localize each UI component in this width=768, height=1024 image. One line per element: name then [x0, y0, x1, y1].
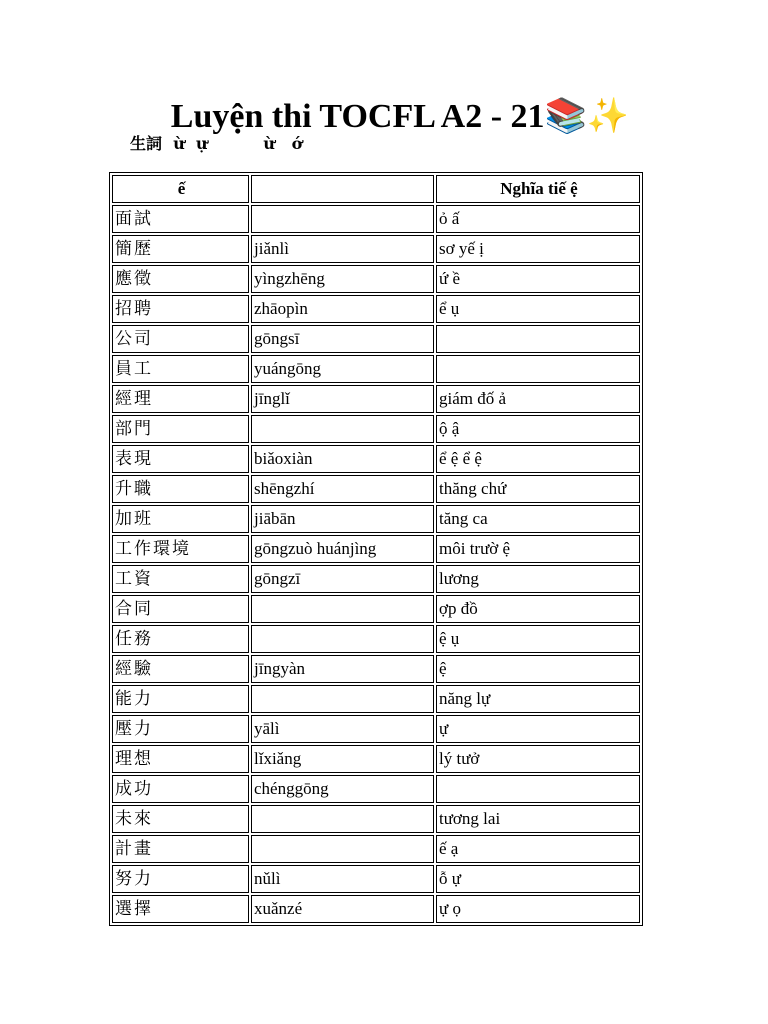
header-pinyin [251, 175, 434, 203]
cell-vietnamese-meaning [436, 775, 640, 803]
cell-vietnamese-meaning [436, 325, 640, 353]
cell-vietnamese-meaning: ự ọ [436, 895, 640, 923]
cell-vietnamese-meaning: ỗ ự [436, 865, 640, 893]
cell-vietnamese-meaning: ự [436, 715, 640, 743]
table-header-row [112, 175, 640, 203]
cell-vietnamese-meaning: ệ ụ [436, 625, 640, 653]
cell-chinese-word: 部門 [112, 415, 249, 443]
cell-pinyin: gōngzī [251, 565, 434, 593]
cell-vietnamese-meaning: ợp đồ [436, 595, 640, 623]
cell-chinese-word: 應徵 [112, 265, 249, 293]
cell-pinyin: jiǎnlì [251, 235, 434, 263]
cell-chinese-word: 招聘 [112, 295, 249, 323]
cell-chinese-word: 能力 [112, 685, 249, 713]
table-row [112, 505, 640, 533]
cell-chinese-word: 經理 [112, 385, 249, 413]
cell-vietnamese-meaning: năng lự [436, 685, 640, 713]
cell-chinese-word: 選擇 [112, 895, 249, 923]
table-row [112, 865, 640, 893]
header-chinese: ế [112, 175, 249, 203]
cell-vietnamese-meaning: ỏ ấ [436, 205, 640, 233]
cell-chinese-word: 未來 [112, 805, 249, 833]
table-row [112, 235, 640, 263]
cell-chinese-word: 成功 [112, 775, 249, 803]
table-row [112, 475, 640, 503]
cell-pinyin [251, 205, 434, 233]
cell-vietnamese-meaning: thăng chứ [436, 475, 640, 503]
cell-chinese-word: 公司 [112, 325, 249, 353]
cell-pinyin: jīnglǐ [251, 385, 434, 413]
cell-chinese-word: 壓力 [112, 715, 249, 743]
table-row [112, 415, 640, 443]
cell-chinese-word: 工資 [112, 565, 249, 593]
cell-pinyin: yìngzhēng [251, 265, 434, 293]
cell-pinyin: gōngzuò huánjìng [251, 535, 434, 563]
cell-chinese-word: 計畫 [112, 835, 249, 863]
page-title: Luyện thi TOCFL A2 - 21📚✨ [170, 97, 630, 135]
cell-chinese-word: 簡歷 [112, 235, 249, 263]
cell-pinyin: biǎoxiàn [251, 445, 434, 473]
cell-pinyin: xuǎnzé [251, 895, 434, 923]
table-row [112, 775, 640, 803]
table-row [112, 745, 640, 773]
cell-vietnamese-meaning: lương [436, 565, 640, 593]
cell-pinyin: jiābān [251, 505, 434, 533]
cell-chinese-word: 面試 [112, 205, 249, 233]
cell-vietnamese-meaning: tương lai [436, 805, 640, 833]
table-row [112, 535, 640, 563]
table-row [112, 655, 640, 683]
table-row [112, 805, 640, 833]
table-row [112, 625, 640, 653]
cell-chinese-word: 表現 [112, 445, 249, 473]
cell-pinyin [251, 415, 434, 443]
table-row [112, 205, 640, 233]
cell-chinese-word: 努力 [112, 865, 249, 893]
cell-chinese-word: 任務 [112, 625, 249, 653]
cell-pinyin [251, 835, 434, 863]
cell-vietnamese-meaning: tăng ca [436, 505, 640, 533]
table-row [112, 835, 640, 863]
cell-pinyin: gōngsī [251, 325, 434, 353]
cell-vietnamese-meaning: ể ụ [436, 295, 640, 323]
vocabulary-table [109, 172, 643, 926]
table-row [112, 325, 640, 353]
cell-chinese-word: 升職 [112, 475, 249, 503]
cell-vietnamese-meaning [436, 355, 640, 383]
cell-pinyin: chénggōng [251, 775, 434, 803]
cell-pinyin [251, 625, 434, 653]
vocabulary-table-body [112, 205, 640, 923]
table-row [112, 385, 640, 413]
cell-chinese-word: 加班 [112, 505, 249, 533]
cell-vietnamese-meaning: môi trườ ệ [436, 535, 640, 563]
table-row [112, 265, 640, 293]
table-row [112, 355, 640, 383]
table-row [112, 715, 640, 743]
table-row [112, 895, 640, 923]
cell-vietnamese-meaning: ộ ậ [436, 415, 640, 443]
cell-pinyin: yuángōng [251, 355, 434, 383]
cell-vietnamese-meaning: ứ ề [436, 265, 640, 293]
cell-vietnamese-meaning: giám đố ả [436, 385, 640, 413]
cell-vietnamese-meaning: ệ [436, 655, 640, 683]
table-row [112, 595, 640, 623]
table-row [112, 295, 640, 323]
header-vietnamese-meaning: Nghĩa tiế ệ [436, 175, 640, 203]
cell-chinese-word: 理想 [112, 745, 249, 773]
cell-vietnamese-meaning: sơ yế ị [436, 235, 640, 263]
cell-pinyin: nǔlì [251, 865, 434, 893]
table-row [112, 445, 640, 473]
table-row [112, 565, 640, 593]
cell-pinyin [251, 685, 434, 713]
cell-vietnamese-meaning: ế ạ [436, 835, 640, 863]
cell-pinyin: shēngzhí [251, 475, 434, 503]
cell-pinyin: zhāopìn [251, 295, 434, 323]
cell-chinese-word: 員工 [112, 355, 249, 383]
section-heading: 生詞 ừ ự ừ ớ [130, 134, 303, 153]
cell-vietnamese-meaning: ể ệ ể ệ [436, 445, 640, 473]
cell-chinese-word: 工作環境 [112, 535, 249, 563]
cell-chinese-word: 經驗 [112, 655, 249, 683]
cell-pinyin: jīngyàn [251, 655, 434, 683]
cell-pinyin: yālì [251, 715, 434, 743]
cell-pinyin [251, 805, 434, 833]
table-row [112, 685, 640, 713]
cell-pinyin [251, 595, 434, 623]
cell-pinyin: lǐxiǎng [251, 745, 434, 773]
cell-chinese-word: 合同 [112, 595, 249, 623]
cell-vietnamese-meaning: lý tưở [436, 745, 640, 773]
